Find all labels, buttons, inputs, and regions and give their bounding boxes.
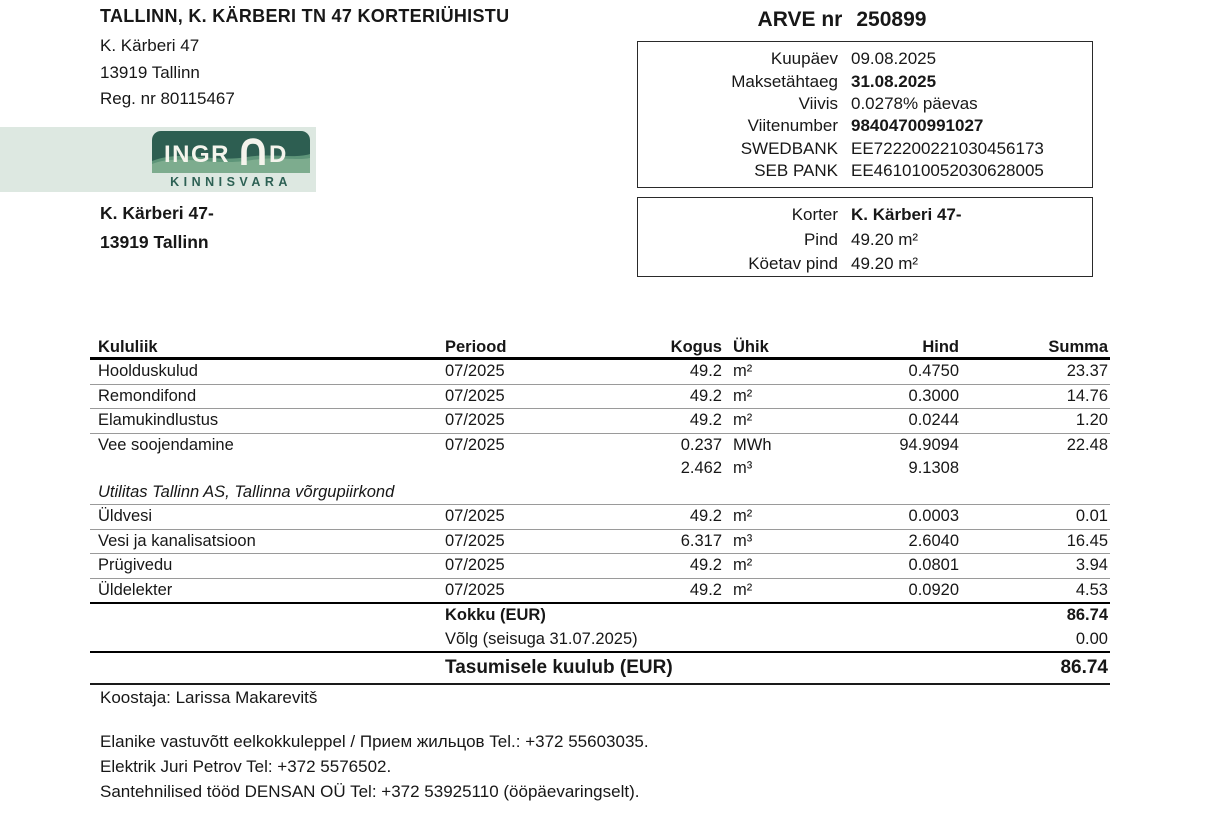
total-row-volg — [90, 628, 1110, 654]
total-row-kokku — [90, 604, 1110, 628]
col-header-hind: Hind — [922, 337, 959, 356]
sender-address — [100, 33, 235, 113]
sender-address-line2: 13919 Tallinn — [100, 62, 200, 82]
col-header-uhik: Ühik — [733, 337, 769, 356]
ingrad-logo — [152, 131, 310, 173]
invoice-number: 250899 — [856, 8, 927, 31]
charges-table — [90, 337, 1110, 685]
logo-subtitle: KINNISVARA — [170, 175, 292, 189]
total-row-due — [90, 653, 1110, 685]
kokku-value: 86.74 — [1066, 606, 1108, 625]
sender-company-name: TALLINN, K. KÄRBERI TN 47 KORTERIÜHISTU — [100, 6, 510, 26]
contact-line-electrician: Elektrik Juri Petrov Tel: +372 5576502. — [100, 757, 392, 776]
recipient-line2: 13919 Tallinn — [100, 232, 209, 252]
detail-row-maksetahtaeg: Maksetähtaeg 31.08.2025 — [731, 71, 937, 91]
detail-row-sebpank: SEB PANK EE461010052030628005 — [754, 161, 1044, 181]
table-row: Üldvesi 07/2025 49.2 m² 0.0003 0.01 — [90, 505, 1110, 530]
kokku-label: Kokku (EUR) — [445, 606, 546, 625]
contact-line-reception: Elanike vastuvõtt eelkokkuleppel / Прием жильцов Tel.: +372 55603035. — [100, 732, 649, 751]
apartment-row-korter: Korter K. Kärberi 47- — [791, 205, 962, 225]
invoice-title — [637, 8, 1047, 32]
col-header-kogus: Kogus — [670, 337, 722, 356]
table-group-header: Utilitas Tallinn AS, Tallinna võrgupiirkond — [90, 481, 1110, 506]
table-row: Remondifond 07/2025 49.2 m² 0.3000 14.76 — [90, 385, 1110, 410]
detail-row-viitenumber: Viitenumber 98404700991027 — [747, 116, 984, 136]
table-row: Vee soojendamine 07/2025 0.237 MWh 94.9094 22.48 — [98, 435, 1108, 454]
table-row: Elamukindlustus 07/2025 49.2 m² 0.0244 1.20 — [90, 409, 1110, 434]
due-label: Tasumisele kuulub (EUR) — [445, 657, 673, 678]
col-header-summa: Summa — [1048, 337, 1108, 356]
apartment-row-pind: Pind 49.20 m² — [803, 229, 919, 249]
apartment-box — [637, 197, 1093, 277]
volg-label: Võlg (seisuga 31.07.2025) — [445, 629, 638, 648]
sender-reg-number: Reg. nr 80115467 — [100, 89, 235, 108]
detail-row-kuupaev: Kuupäev 09.08.2025 — [770, 49, 937, 69]
ingrad-logo-graphic — [152, 131, 310, 173]
preparer-line: Koostaja: Larissa Makarevitš — [100, 688, 318, 707]
col-header-kululiik: Kululiik — [98, 337, 158, 356]
table-row: Hoolduskulud 07/2025 49.2 m² 0.4750 23.37 — [90, 360, 1110, 385]
col-header-periood: Periood — [445, 337, 507, 356]
recipient-address — [100, 199, 214, 257]
logo-text-left: INGR — [164, 141, 230, 168]
table-row: Prügivedu 07/2025 49.2 m² 0.0801 3.94 — [90, 554, 1110, 579]
due-value: 86.74 — [1060, 657, 1108, 678]
sender-address-line1: K. Kärberi 47 — [100, 36, 200, 55]
invoice-details-box — [637, 41, 1093, 188]
recipient-line1: K. Kärberi 47- — [100, 203, 214, 223]
table-row: Vesi ja kanalisatsioon 07/2025 6.317 m³ 2.6040 16.45 — [90, 530, 1110, 555]
logo-text-right: D — [269, 141, 287, 168]
volg-value: 0.00 — [1075, 629, 1108, 648]
contact-line-plumbing: Santehnilised tööd DENSAN OÜ Tel: +372 53925110 (ööpäevaringselt). — [100, 782, 640, 801]
detail-row-swedbank: SWEDBANK EE722200221030456173 — [740, 138, 1044, 158]
table-header-row — [90, 337, 1110, 360]
apartment-row-koetav-pind: Köetav pind 49.20 m² — [748, 254, 919, 274]
table-row: Üldelekter 07/2025 49.2 m² 0.0920 4.53 — [90, 579, 1110, 605]
logo-strip — [0, 127, 316, 192]
detail-row-viivis: Viivis 0.0278% päevas — [798, 93, 978, 113]
table-row-continuation: 2.462 m³ 9.1308 — [680, 459, 959, 478]
footer — [100, 688, 649, 804]
invoice-title-label: ARVE nr — [757, 8, 843, 31]
